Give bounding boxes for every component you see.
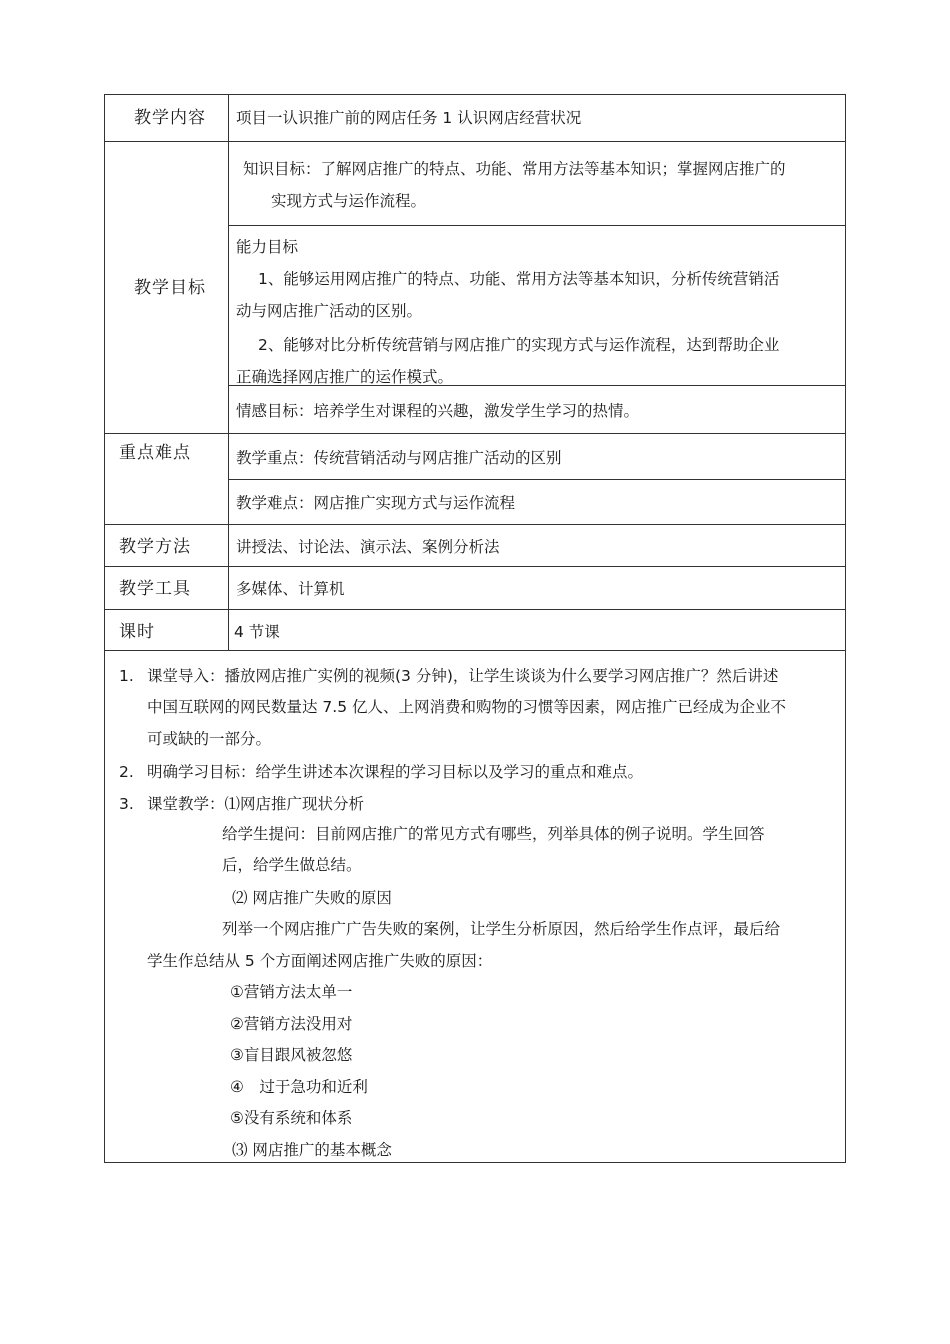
content-label: 教学内容 xyxy=(134,108,206,128)
row-divider xyxy=(104,650,846,651)
lesson-plan-table xyxy=(104,94,846,1163)
reason-3: ③盲目跟风被忽悠 xyxy=(230,1046,353,1064)
ability-goal-1-line-1: 1、能够运用网店推广的特点、功能、常用方法等基本知识，分析传统营销活 xyxy=(258,270,780,288)
key-points-label: 重点难点 xyxy=(119,443,191,463)
section-failure-reasons: ⑵ 网店推广失败的原因 xyxy=(232,889,392,907)
row-divider xyxy=(228,479,846,480)
failure-case-line-2: 学生作总结从 5 个方面阐述网店推广失败的原因： xyxy=(147,952,493,970)
ability-goal-title: 能力目标 xyxy=(236,238,299,256)
row-divider xyxy=(104,524,846,525)
process-question-line-2: 后，给学生做总结。 xyxy=(222,856,362,874)
process-intro-line-2: 中国互联网的网民数量达 7.5 亿人、上网消费和购物的习惯等因素，网店推广已经成为企业不 xyxy=(147,698,787,716)
hours-label: 课时 xyxy=(119,622,155,642)
ability-goal-1-line-2: 动与网店推广活动的区别。 xyxy=(236,302,423,320)
ability-goal-2-line-1: 2、能够对比分析传统营销与网店推广的实现方式与运作流程，达到帮助企业 xyxy=(258,336,780,354)
teaching-difficulty: 教学难点：网店推广实现方式与运作流程 xyxy=(236,494,516,512)
failure-case-line-1: 列举一个网店推广广告失败的案例，让学生分析原因，然后给学生作点评，最后给 xyxy=(222,920,781,938)
section-basic-concept: ⑶ 网店推广的基本概念 xyxy=(232,1141,392,1159)
reason-5: ⑤没有系统和体系 xyxy=(230,1109,353,1127)
process-intro-line-3: 可或缺的一部分。 xyxy=(147,730,272,748)
emotion-goal: 情感目标：培养学生对课程的兴趣，激发学生学习的热情。 xyxy=(236,402,640,420)
process-number-1: 1. xyxy=(119,667,134,685)
hours-value: 4 节课 xyxy=(234,623,280,641)
row-divider xyxy=(104,566,846,567)
process-intro-line-1: 课堂导入：播放网店推广实例的视频(3 分钟)，让学生谈谈为什么要学习网店推广？然后讲述 xyxy=(147,667,779,685)
method-value: 讲授法、讨论法、演示法、案例分析法 xyxy=(236,538,500,556)
process-question-line-1: 给学生提问：目前网店推广的常见方式有哪些，列举具体的例子说明。学生回答 xyxy=(222,825,765,843)
content-value: 项目一认识推广前的网店任务 1 认识网店经营状况 xyxy=(236,109,582,127)
tools-value: 多媒体、计算机 xyxy=(236,580,345,598)
knowledge-goal-line-2: 实现方式与运作流程。 xyxy=(271,192,427,210)
knowledge-goal-line-1: 知识目标：了解网店推广的特点、功能、常用方法等基本知识；掌握网店推广的 xyxy=(243,160,786,178)
objectives-label: 教学目标 xyxy=(134,278,206,298)
row-divider xyxy=(104,141,846,142)
reason-4: ④ 过于急功和近利 xyxy=(230,1078,368,1096)
reason-1: ①营销方法太单一 xyxy=(230,983,353,1001)
ability-goal-2-line-2: 正确选择网店推广的运作模式。 xyxy=(236,368,454,386)
row-divider xyxy=(104,433,846,434)
process-teaching-title: 课堂教学：⑴网店推广现状分析 xyxy=(147,795,365,813)
process-number-3: 3. xyxy=(119,795,134,813)
row-divider xyxy=(228,225,846,226)
teaching-key-point: 教学重点：传统营销活动与网店推广活动的区别 xyxy=(236,449,562,467)
row-divider xyxy=(104,609,846,610)
tools-label: 教学工具 xyxy=(119,579,191,599)
reason-2: ②营销方法没用对 xyxy=(230,1015,353,1033)
process-number-2: 2. xyxy=(119,763,134,781)
process-goals: 明确学习目标：给学生讲述本次课程的学习目标以及学习的重点和难点。 xyxy=(147,763,644,781)
method-label: 教学方法 xyxy=(119,537,191,557)
